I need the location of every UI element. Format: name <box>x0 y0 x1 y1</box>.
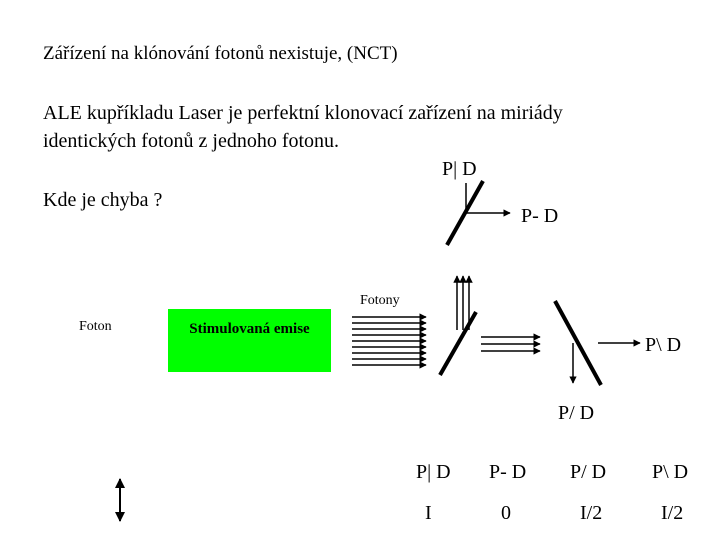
table-header-slash: P/ D <box>570 461 607 483</box>
intro-line-1: Zářízení na klónování fotonů nexistuje, (NCT) <box>43 43 398 64</box>
polarizer-right-plate <box>555 301 601 385</box>
question-text: Kde je chyba ? <box>43 189 163 211</box>
intro-line-2a: ALE kupříkladu Laser je perfektní klonovací zařízení na miriády <box>43 102 563 124</box>
table-header-backslash: P\ D <box>652 461 689 483</box>
stimulated-emission-label: Stimulovaná emise <box>189 321 310 337</box>
label-polarizer-vertical-top: P| D <box>442 158 477 180</box>
table-value-vertical: I <box>425 502 432 524</box>
table-header-vertical: P| D <box>416 461 451 483</box>
label-polarizer-horizontal: P- D <box>521 205 559 227</box>
label-foton: Foton <box>79 319 112 334</box>
table-value-slash: I/2 <box>580 502 603 524</box>
label-fotony: Fotony <box>360 293 400 308</box>
photon-bundle-horizontal <box>352 317 426 365</box>
table-header-horizontal: P- D <box>489 461 527 483</box>
label-polarizer-slash: P/ D <box>558 402 595 424</box>
polarizer-right <box>555 301 640 385</box>
label-polarizer-backslash: P\ D <box>645 334 682 356</box>
polarizer-middle-plate <box>440 312 476 375</box>
intro-line-2b: identických fotonů z jednoho fotonu. <box>43 130 340 152</box>
polarizer-top <box>447 181 510 245</box>
photon-bundle-transmitted <box>481 337 540 351</box>
table-value-backslash: I/2 <box>661 502 684 524</box>
table-value-horizontal: 0 <box>501 502 511 524</box>
photon-bundle-up <box>457 276 469 330</box>
